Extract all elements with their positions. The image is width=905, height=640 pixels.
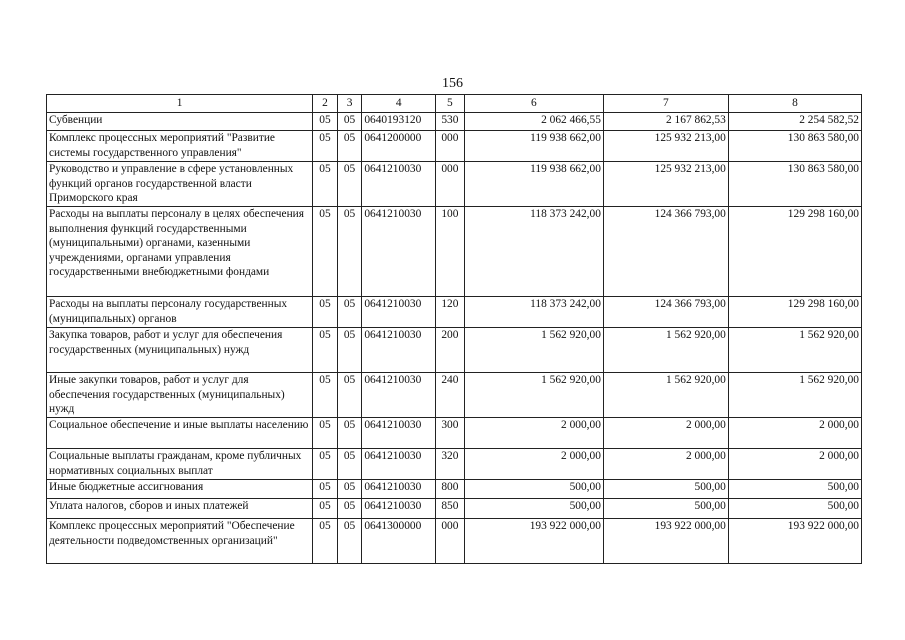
row-amount-6: 118 373 242,00 [464,297,603,328]
row-amount-7: 2 000,00 [603,449,728,480]
row-section: 05 [313,449,338,480]
row-expense-type: 850 [436,499,465,519]
row-section: 05 [313,373,338,418]
header-row [47,95,862,113]
row-expense-type: 320 [436,449,465,480]
table-row [47,449,862,480]
row-target-article: 0641300000 [362,519,436,564]
column-header-4: 4 [362,95,436,113]
row-subsection: 05 [337,480,362,499]
row-expense-type: 000 [436,131,465,162]
row-amount-7: 2 167 862,53 [603,113,728,131]
row-amount-7: 1 562 920,00 [603,328,728,373]
row-amount-8: 500,00 [728,499,861,519]
table-row [47,297,862,328]
page-number: 156 [442,76,463,91]
row-amount-7: 1 562 920,00 [603,373,728,418]
row-expense-type: 200 [436,328,465,373]
row-section: 05 [313,519,338,564]
row-amount-8: 2 000,00 [728,449,861,480]
column-header-5: 5 [436,95,465,113]
table-row [47,113,862,131]
row-amount-8: 1 562 920,00 [728,328,861,373]
column-header-1: 1 [47,95,313,113]
row-name: Иные закупки товаров, работ и услуг для обеспечения государственных (муниципальных) нужд [47,373,313,418]
row-section: 05 [313,162,338,207]
row-target-article: 0641210030 [362,418,436,449]
row-expense-type: 120 [436,297,465,328]
row-section: 05 [313,113,338,131]
row-name: Социальное обеспечение и иные выплаты населению [47,418,313,449]
row-target-article: 0641210030 [362,207,436,297]
row-amount-8: 129 298 160,00 [728,207,861,297]
row-amount-6: 193 922 000,00 [464,519,603,564]
table-row [47,328,862,373]
row-amount-7: 124 366 793,00 [603,297,728,328]
column-header-7: 7 [603,95,728,113]
row-section: 05 [313,207,338,297]
row-subsection: 05 [337,297,362,328]
row-amount-7: 125 932 213,00 [603,162,728,207]
row-target-article: 0641210030 [362,373,436,418]
row-target-article: 0641210030 [362,449,436,480]
row-section: 05 [313,297,338,328]
row-target-article: 0641210030 [362,499,436,519]
row-subsection: 05 [337,499,362,519]
row-amount-6: 1 562 920,00 [464,328,603,373]
row-name: Иные бюджетные ассигнования [47,480,313,499]
row-expense-type: 300 [436,418,465,449]
row-amount-7: 2 000,00 [603,418,728,449]
table-row [47,480,862,499]
row-subsection: 05 [337,162,362,207]
row-subsection: 05 [337,519,362,564]
row-amount-7: 500,00 [603,499,728,519]
table-row [47,162,862,207]
row-amount-8: 1 562 920,00 [728,373,861,418]
row-expense-type: 530 [436,113,465,131]
row-name: Расходы на выплаты персоналу государственных (муниципальных) органов [47,297,313,328]
row-target-article: 0641210030 [362,297,436,328]
row-amount-8: 500,00 [728,480,861,499]
row-amount-8: 130 863 580,00 [728,131,861,162]
column-header-2: 2 [313,95,338,113]
row-subsection: 05 [337,449,362,480]
row-section: 05 [313,328,338,373]
row-amount-6: 500,00 [464,499,603,519]
row-amount-7: 500,00 [603,480,728,499]
row-target-article: 0640193120 [362,113,436,131]
row-amount-6: 119 938 662,00 [464,162,603,207]
row-amount-8: 130 863 580,00 [728,162,861,207]
row-subsection: 05 [337,373,362,418]
row-expense-type: 240 [436,373,465,418]
table-row [47,519,862,564]
row-expense-type: 000 [436,162,465,207]
row-subsection: 05 [337,207,362,297]
row-name: Социальные выплаты гражданам, кроме публичных нормативных социальных выплат [47,449,313,480]
row-section: 05 [313,131,338,162]
row-name: Комплекс процессных мероприятий "Обеспечение деятельности подведомственных организаций" [47,519,313,564]
row-section: 05 [313,499,338,519]
row-name: Закупка товаров, работ и услуг для обеспечения государственных (муниципальных) нужд [47,328,313,373]
row-subsection: 05 [337,328,362,373]
column-header-8: 8 [728,95,861,113]
row-section: 05 [313,418,338,449]
row-name: Расходы на выплаты персоналу в целях обеспечения выполнения функций государственными (муниципальными) органами, казенными учреждениями, органами управления государственными внебюджетными фондами [47,207,313,297]
row-subsection: 05 [337,131,362,162]
row-amount-6: 2 062 466,55 [464,113,603,131]
row-amount-7: 125 932 213,00 [603,131,728,162]
row-amount-8: 2 254 582,52 [728,113,861,131]
row-amount-8: 193 922 000,00 [728,519,861,564]
row-name: Руководство и управление в сфере установленных функций органов государственной власти Приморского края [47,162,313,207]
row-amount-6: 1 562 920,00 [464,373,603,418]
row-target-article: 0641210030 [362,328,436,373]
column-header-6: 6 [464,95,603,113]
row-expense-type: 000 [436,519,465,564]
table-row [47,131,862,162]
row-name: Уплата налогов, сборов и иных платежей [47,499,313,519]
row-subsection: 05 [337,113,362,131]
row-amount-6: 2 000,00 [464,418,603,449]
table-row [47,207,862,297]
row-amount-6: 500,00 [464,480,603,499]
row-target-article: 0641200000 [362,131,436,162]
row-target-article: 0641210030 [362,480,436,499]
table-row [47,373,862,418]
row-amount-7: 124 366 793,00 [603,207,728,297]
row-subsection: 05 [337,418,362,449]
row-amount-6: 2 000,00 [464,449,603,480]
row-section: 05 [313,480,338,499]
table-row [47,418,862,449]
row-amount-7: 193 922 000,00 [603,519,728,564]
row-target-article: 0641210030 [362,162,436,207]
row-name: Комплекс процессных мероприятий "Развитие системы государственного управления" [47,131,313,162]
row-expense-type: 100 [436,207,465,297]
budget-table [46,94,862,564]
row-amount-8: 2 000,00 [728,418,861,449]
column-header-3: 3 [337,95,362,113]
row-amount-6: 118 373 242,00 [464,207,603,297]
row-expense-type: 800 [436,480,465,499]
row-amount-6: 119 938 662,00 [464,131,603,162]
row-amount-8: 129 298 160,00 [728,297,861,328]
table-row [47,499,862,519]
row-name: Субвенции [47,113,313,131]
